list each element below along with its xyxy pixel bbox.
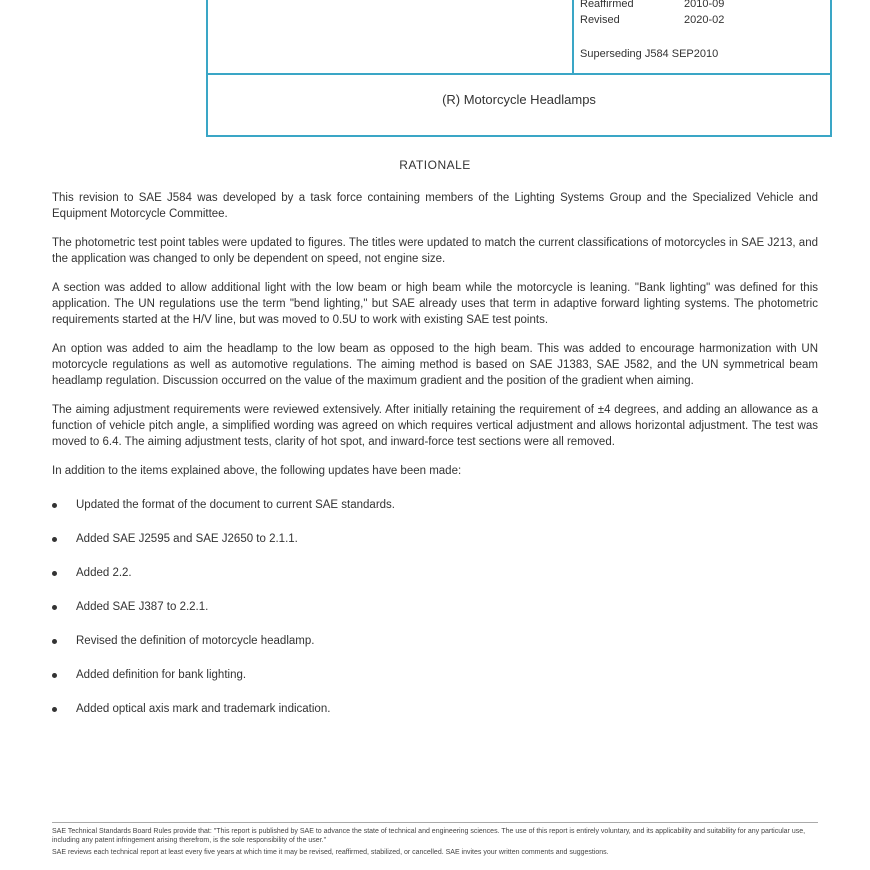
list-item-text: Added optical axis mark and trademark indication. [76,703,331,715]
document-header-box [206,0,832,137]
revised-value: 2020-02 [684,14,725,26]
list-item [52,497,818,513]
list-item-text: Revised the definition of motorcycle headlamp. [76,635,315,647]
header-top-row [208,0,830,75]
paragraph: The photometric test point tables were updated to figures. The titles were updated to match the current classifications of motorcycles in SAE J213, and the application was changed to only be dependent on speed, not engine size. [52,237,818,265]
list-item-text: Added SAE J2595 and SAE J2650 to 2.1.1. [76,533,298,545]
bullet-icon [52,537,57,542]
document-title: (R) Motorcycle Headlamps [442,92,596,107]
list-item [52,599,818,615]
bullet-icon [52,673,57,678]
reaffirmed-label: Reaffirmed [580,0,634,10]
list-item-text: Added SAE J387 to 2.2.1. [76,601,209,613]
superseding-text: Superseding J584 SEP2010 [580,48,719,60]
paragraph: An option was added to aim the headlamp to the low beam as opposed to the high beam. This was added to encourage harmonization with UN motorcycle regulations as well as automotive regulations. The aiming method is based on SAE J1383, SAE J582, and the UN symmetrical beam headlamp regulation. Discussion occurred on the value of the maximum gradient and the position of the gradient when aiming. [52,343,818,387]
section-title: RATIONALE [399,158,471,172]
header-divider [572,0,574,73]
paragraph: In addition to the items explained above, the following updates have been made: [52,465,462,477]
list-item-text: Updated the format of the document to current SAE standards. [76,499,395,511]
list-item-text: Added definition for bank lighting. [76,669,247,681]
reaffirmed-row [580,0,724,12]
footer-notice [52,822,818,860]
footer-paragraph: SAE Technical Standards Board Rules provide that: "This report is published by SAE to advance the state of technical and engineering sciences. The use of this report is entirely voluntary, and its applicability and suitability for any particular use, including any patent infringement arising therefrom, is the sole responsibility of the user." [52,828,806,844]
bullet-icon [52,707,57,712]
paragraph: A section was added to allow additional light with the low beam or high beam while the motorcycle is leaning. "Bank lighting" was defined for this application. The UN regulations use the term "bend lighting," but SAE already uses that term in adaptive forward lighting systems. The photometric requirements started at the H/V line, but was moved to 0.5U to work with existing SAE test points. [52,282,818,326]
revised-label: Revised [580,14,620,26]
footer-paragraph: SAE reviews each technical report at least every five years at which time it may be revised, reaffirmed, stabilized, or cancelled. SAE invites your written comments and suggestions. [52,849,609,856]
paragraph: The aiming adjustment requirements were reviewed extensively. After initially retaining the requirement of ±4 degrees, and adding an allowance as a function of vehicle pitch angle, a simplified wording was agreed on which requires vertical adjustment and allows horizontal adjustment. The test was moved to 6.4. The aiming adjustment tests, clarity of hot spot, and inward-force test sections were all removed. [52,404,818,448]
list-item [52,565,818,581]
paragraph: This revision to SAE J584 was developed by a task force containing members of the Lighting Systems Group and the Specialized Vehicle and Equipment Motorcycle Committee. [52,192,818,220]
bullet-icon [52,503,57,508]
updates-list [52,497,818,717]
list-item [52,531,818,547]
list-item-text: Added 2.2. [76,567,132,579]
list-item [52,667,818,683]
bullet-icon [52,571,57,576]
list-item [52,701,818,717]
bullet-icon [52,605,57,610]
reaffirmed-value: 2010-09 [684,0,725,10]
revised-row [580,12,724,28]
list-item [52,633,818,649]
rationale-body [52,190,818,735]
bullet-icon [52,639,57,644]
